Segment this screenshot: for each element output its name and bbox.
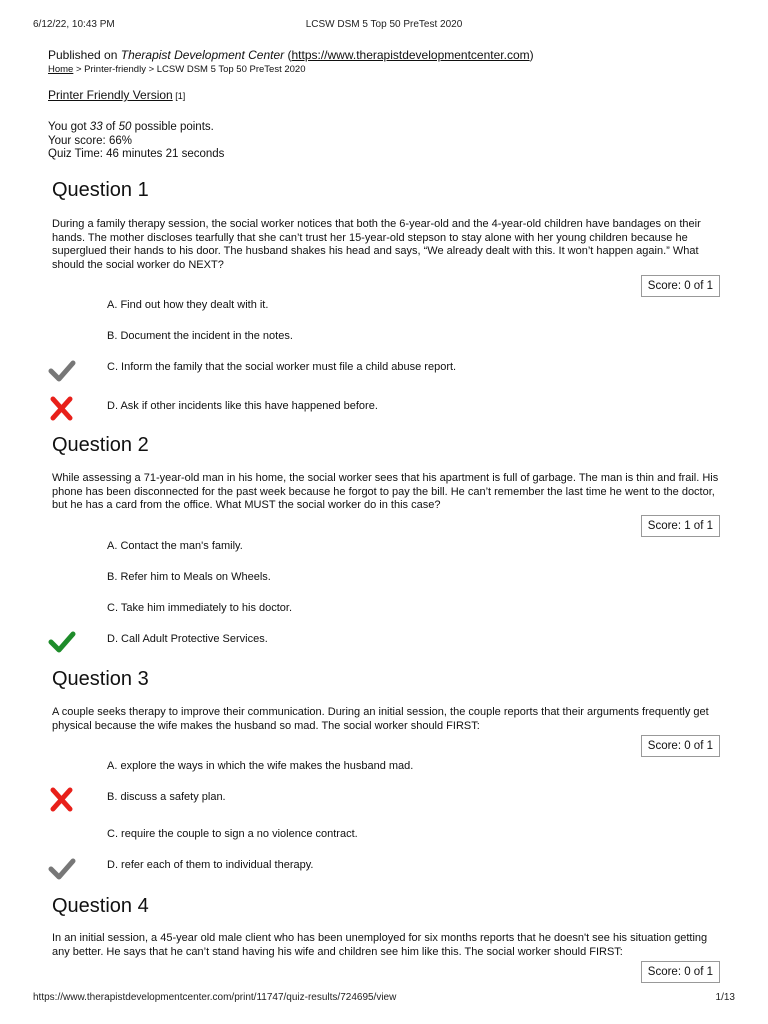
wrong-answer-cross-icon bbox=[48, 396, 76, 422]
question-3-option-d: D. refer each of them to individual therapy. bbox=[107, 859, 314, 871]
points-suffix: possible points. bbox=[131, 121, 214, 133]
correct-answer-check-icon bbox=[48, 358, 76, 384]
print-title: LCSW DSM 5 Top 50 PreTest 2020 bbox=[305, 19, 463, 30]
breadcrumb-home-link[interactable]: Home bbox=[48, 64, 74, 75]
correct-answer-check-icon bbox=[48, 629, 76, 655]
printer-friendly-link[interactable]: Printer Friendly Version bbox=[48, 88, 173, 102]
points-possible: 50 bbox=[118, 121, 132, 133]
breadcrumb bbox=[48, 64, 306, 75]
points-of: of bbox=[102, 121, 119, 133]
question-3-option-b: B. discuss a safety plan. bbox=[107, 791, 226, 803]
correct-answer-check-icon bbox=[48, 856, 76, 882]
published-close: ) bbox=[529, 48, 534, 62]
print-page-number: 1/13 bbox=[715, 992, 735, 1003]
question-2-score: Score: 1 of 1 bbox=[641, 515, 720, 537]
breadcrumb-rest: > Printer-friendly > LCSW DSM 5 Top 50 PreTest 2020 bbox=[73, 64, 306, 75]
printer-friendly-ref: [1] bbox=[172, 91, 186, 101]
print-datetime: 6/12/22, 10:43 PM bbox=[33, 19, 115, 30]
published-line bbox=[48, 48, 534, 62]
question-1-title: Question 1 bbox=[52, 179, 149, 201]
published-open: ( bbox=[284, 48, 292, 62]
points-earned: 33 bbox=[89, 121, 103, 133]
points-line bbox=[48, 121, 224, 135]
question-1-option-a: A. Find out how they dealt with it. bbox=[107, 299, 269, 311]
score-line: Your score: 66% bbox=[48, 134, 132, 147]
question-2-option-b: B. Refer him to Meals on Wheels. bbox=[107, 571, 271, 583]
print-footer-url: https://www.therapistdevelopmentcenter.com/print/11747/quiz-results/724695/view bbox=[33, 992, 397, 1003]
published-url-link[interactable]: https://www.therapistdevelopmentcenter.com bbox=[291, 48, 530, 62]
question-3-text: A couple seeks therapy to improve their communication. During an initial session, the couple reports that their arguments frequently get physical because the wife makes the husband so mad. The social worker should FIRST: bbox=[52, 706, 709, 732]
question-2-text: While assessing a 71-year-old man in his home, the social worker sees that his apartment is full of garbage. The man is thin and frail. His phone has been disconnected for the past week because he forgot to pay the bill. He can’t remember the last time he went to the doctor, but he has a card from the office. What MUST the social worker do in this case? bbox=[52, 472, 719, 511]
question-3-score: Score: 0 of 1 bbox=[641, 735, 720, 757]
question-1-option-c: C. Inform the family that the social worker must file a child abuse report. bbox=[107, 361, 457, 373]
published-prefix: Published on bbox=[48, 48, 121, 62]
quiz-summary bbox=[48, 121, 224, 162]
question-2-title: Question 2 bbox=[52, 434, 149, 456]
question-2-option-d: D. Call Adult Protective Services. bbox=[107, 633, 268, 645]
question-4-text: In an initial session, a 45-year old male client who has been unemployed for six months reports that he doesn't see his situation getting any better. He says that he can’t stand having his wife and children see him like this. The social worker should FIRST: bbox=[52, 932, 708, 958]
question-2-option-c: C. Take him immediately to his doctor. bbox=[107, 602, 293, 614]
question-3-title: Question 3 bbox=[52, 668, 149, 690]
question-3-option-a: A. explore the ways in which the wife makes the husband mad. bbox=[107, 760, 414, 772]
question-2-option-a: A. Contact the man's family. bbox=[107, 540, 243, 552]
wrong-answer-cross-icon bbox=[48, 787, 76, 813]
question-1-score: Score: 0 of 1 bbox=[641, 275, 720, 297]
question-1-option-b: B. Document the incident in the notes. bbox=[107, 330, 293, 342]
question-1-text: During a family therapy session, the social worker notices that both the 6-year-old and the 4-year-old children have bandages on their hands. The mother discloses tearfully that she can’t trust her 15-year-old stepson to stay alone with her young children because he superglued their hands to his door. The husband shakes his head and says, “We already dealt with this. It won’t happen again.” What should the social worker do NEXT? bbox=[52, 218, 701, 271]
question-4-score: Score: 0 of 1 bbox=[641, 961, 720, 983]
published-site: Therapist Development Center bbox=[120, 48, 285, 62]
quiz-time-line: Quiz Time: 46 minutes 21 seconds bbox=[48, 148, 225, 160]
question-4-title: Question 4 bbox=[52, 895, 149, 917]
question-1-option-d: D. Ask if other incidents like this have happened before. bbox=[107, 400, 378, 412]
question-3-option-c: C. require the couple to sign a no violence contract. bbox=[107, 828, 358, 840]
printer-friendly bbox=[48, 88, 185, 102]
points-prefix: You got bbox=[48, 121, 90, 133]
